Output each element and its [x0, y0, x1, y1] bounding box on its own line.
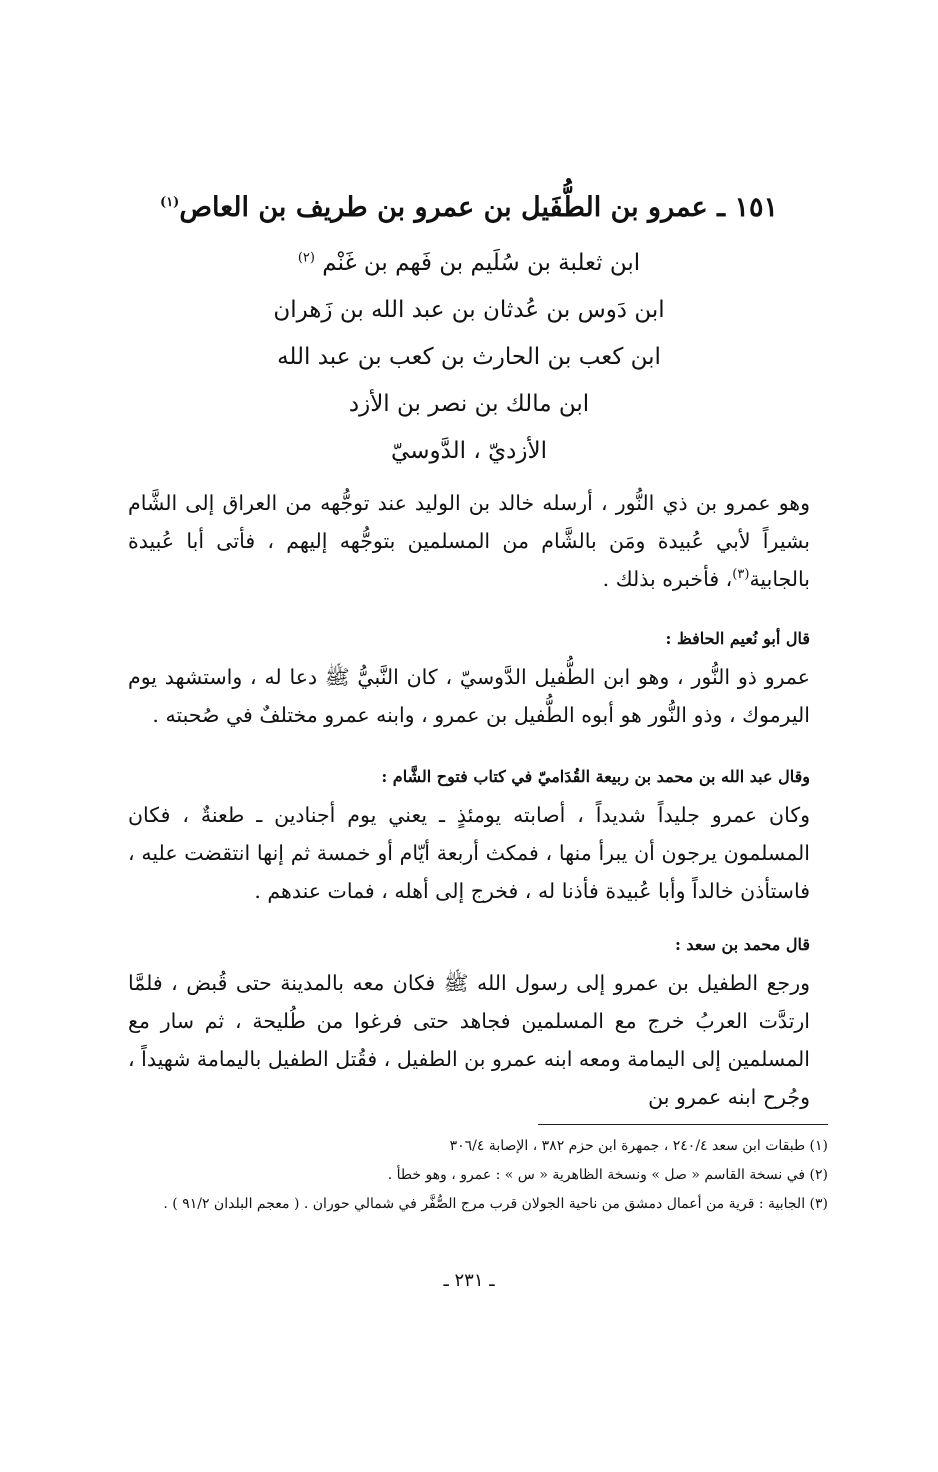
- section-qudami: [128, 764, 810, 910]
- section-label: قال محمد بن سعد :: [674, 935, 810, 954]
- page-number: ـ ٢٣١ ـ: [443, 1270, 495, 1291]
- section-text: وكان عمرو جليداً شديداً ، أصابته يومئذٍ ـ يعني يوم أجنادين ـ طعنةٌ ، فكان المسلمون يرجون أن يبرأ منها ، فمكث أربعة أيّام أو خمسة ثم إنها انتقضت عليه ، فاستأذن خالداً وأبا عُبيدة فأذنا له ، فخرج إلى أهله ، فمات عندهم .: [128, 803, 810, 903]
- intro-paragraph: وهو عمرو بن ذي النُّور ، أرسله خالد بن الوليد عند توجُّهه من العراق إلى الشَّام بشيراً لأبي عُبيدة ومَن بالشَّام من المسلمين بتوجُّهه إليهم ، فأتى أبا عُبيدة بالجابية$^{(٣)}$، فأخبره بذلك .: [128, 491, 810, 591]
- section-label: وقال عبد الله بن محمد بن ربيعة القُدَاميّ في كتاب فتوح الشَّام :: [381, 767, 810, 786]
- footnote-divider: [538, 1124, 828, 1125]
- footnote-ref-3: (٣): [732, 567, 750, 583]
- section-label: قال أبو نُعيم الحافظ :: [665, 629, 810, 648]
- footnote-ref-1: (١): [160, 195, 180, 210]
- footnote-1: (١) طبقات ابن سعد ٢٤٠/٤ ، جمهرة ابن حزم ٣٨٢ ، الإصابة ٣٠٦/٤: [449, 1138, 828, 1154]
- section-abu-nuaym: [128, 626, 810, 734]
- footnote-2: (٢) في نسخة القاسم « صل » ونسخة الظاهرية « س » : عمرو ، وهو خطأ .: [387, 1167, 828, 1183]
- footnotes: [128, 1132, 828, 1219]
- entry-title-text: ١٥١ ـ عمرو بن الطُّفَيل بن عمرو بن طريف بن العاص: [179, 192, 778, 223]
- lineage-line: الأزديّ ، الدَّوسيّ: [391, 438, 547, 464]
- lineage-line: ابن مالك بن نصر بن الأزد: [348, 391, 590, 417]
- section-text: ورجع الطفيل بن عمرو إلى رسول الله ﷺ فكان معه بالمدينة حتى قُبض ، فلمَّا ارتدَّت العربُ خرج مع المسلمين فجاهد حتى فرغوا من طُليحة ، ثم سار مع المسلمين إلى اليمامة ومعه ابنه عمرو بن الطفيل ، فقُتل الطفيل باليمامة شهيداً ، وجُرح ابنه عمرو بن: [128, 971, 810, 1109]
- footnote-3: (٣) الجابية : قرية من أعمال دمشق من ناحية الجولان قرب مرج الصُّفَّر في شمالي حوران . ( معجم البلدان ٩١/٢ ) .: [163, 1196, 828, 1212]
- entry-title: [120, 188, 818, 228]
- lineage-line: ابن ثعلبة بن سُلَيم بن فَهم بن غَنْم $^{(٢)}$: [297, 250, 641, 276]
- lineage-line: ابن كعب بن الحارث بن كعب بن عبد الله: [277, 344, 661, 370]
- section-text: عمرو ذو النُّور ، وهو ابن الطُّفيل الدَّوسيّ ، كان النَّبيُّ ﷺ دعا له ، واستشهد يوم اليرموك ، وذو النُّور هو أبوه الطُّفيل بن عمرو ، وابنه عمرو مختلفٌ في صُحبته .: [128, 665, 810, 727]
- section-ibn-saad: [128, 932, 810, 1116]
- lineage-line: ابن دَوس بن عُدثان بن عبد الله بن زَهران: [273, 297, 665, 323]
- lineage-block: [140, 240, 798, 475]
- footnote-ref-2: (٢): [297, 250, 315, 266]
